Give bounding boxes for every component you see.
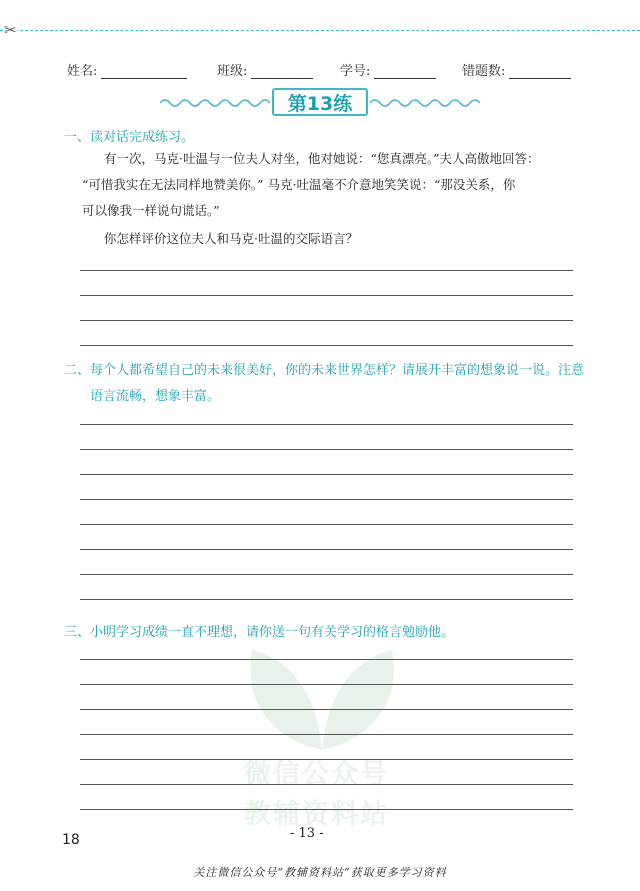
answer-line[interactable] <box>80 295 573 296</box>
passage-line-3: 可以像我一样说句谎话。” <box>82 203 220 218</box>
watermark-text-1: 微信公众号 <box>244 759 389 790</box>
answer-line[interactable] <box>80 499 573 500</box>
answer-line[interactable] <box>80 709 573 710</box>
answer-line[interactable] <box>80 424 573 425</box>
answer-line[interactable] <box>80 574 573 575</box>
answer-line[interactable] <box>80 345 573 346</box>
student-info-row <box>0 60 640 80</box>
section-2-heading: 二、每个人都希望自己的未来很美好，你的未来世界怎样？请展开丰富的想象说一说。注意 <box>64 363 585 378</box>
answer-line[interactable] <box>80 474 573 475</box>
error-count-label: 错题数: <box>462 64 506 79</box>
answer-line[interactable] <box>80 784 573 785</box>
answer-line[interactable] <box>80 320 573 321</box>
name-label: 姓名: <box>67 64 98 79</box>
section-1-heading: 一、读对话完成练习。 <box>64 130 195 145</box>
error-count-field[interactable] <box>462 60 571 79</box>
error-count-blank[interactable] <box>509 64 571 79</box>
answer-line[interactable] <box>80 734 573 735</box>
name-field[interactable] <box>67 60 187 79</box>
cut-line <box>0 30 640 31</box>
name-blank[interactable] <box>101 64 187 79</box>
section-2-heading-cont: 语言流畅，想象丰富。 <box>90 389 221 404</box>
class-label: 班级: <box>217 64 248 79</box>
answer-line[interactable] <box>80 659 573 660</box>
passage-line-2: “可惜我实在无法同样地赞美你。” 马克·吐温毫不介意地笑笑说：“那没关系，你 <box>82 177 516 192</box>
class-field[interactable] <box>217 60 313 79</box>
answer-line[interactable] <box>80 549 573 550</box>
scissors-icon: ✂ <box>4 21 17 39</box>
page-number-center: - 13 - <box>290 826 324 841</box>
title-banner <box>160 88 480 118</box>
answer-line[interactable] <box>80 524 573 525</box>
answer-line[interactable] <box>80 270 573 271</box>
section-1-question: 你怎样评价这位夫人和马克·吐温的交际语言？ <box>104 231 358 246</box>
page-title: 第13练 <box>287 92 353 115</box>
answer-line[interactable] <box>80 684 573 685</box>
answer-line[interactable] <box>80 449 573 450</box>
student-id-blank[interactable] <box>374 64 436 79</box>
section-3-heading: 三、小明学习成绩一直不理想，请你送一句有关学习的格言勉励他。 <box>64 625 455 640</box>
answer-line[interactable] <box>80 599 573 600</box>
watermark-text-2: 教辅资料站 <box>244 799 389 830</box>
student-id-field[interactable] <box>340 60 436 79</box>
answer-line[interactable] <box>80 759 573 760</box>
title-box <box>272 88 368 116</box>
wave-decoration-right <box>370 96 480 110</box>
passage-line-1: 有一次，马克·吐温与一位夫人对坐，他对她说：“您真漂亮。”夫人高傲地回答： <box>104 151 540 166</box>
page-number-left: 18 <box>62 832 80 848</box>
student-id-label: 学号: <box>340 64 371 79</box>
class-blank[interactable] <box>251 64 313 79</box>
wave-decoration-left <box>160 96 270 110</box>
answer-line[interactable] <box>80 809 573 810</box>
footer-note: 关注微信公众号“教辅资料站”获取更多学习资料 <box>193 866 447 879</box>
